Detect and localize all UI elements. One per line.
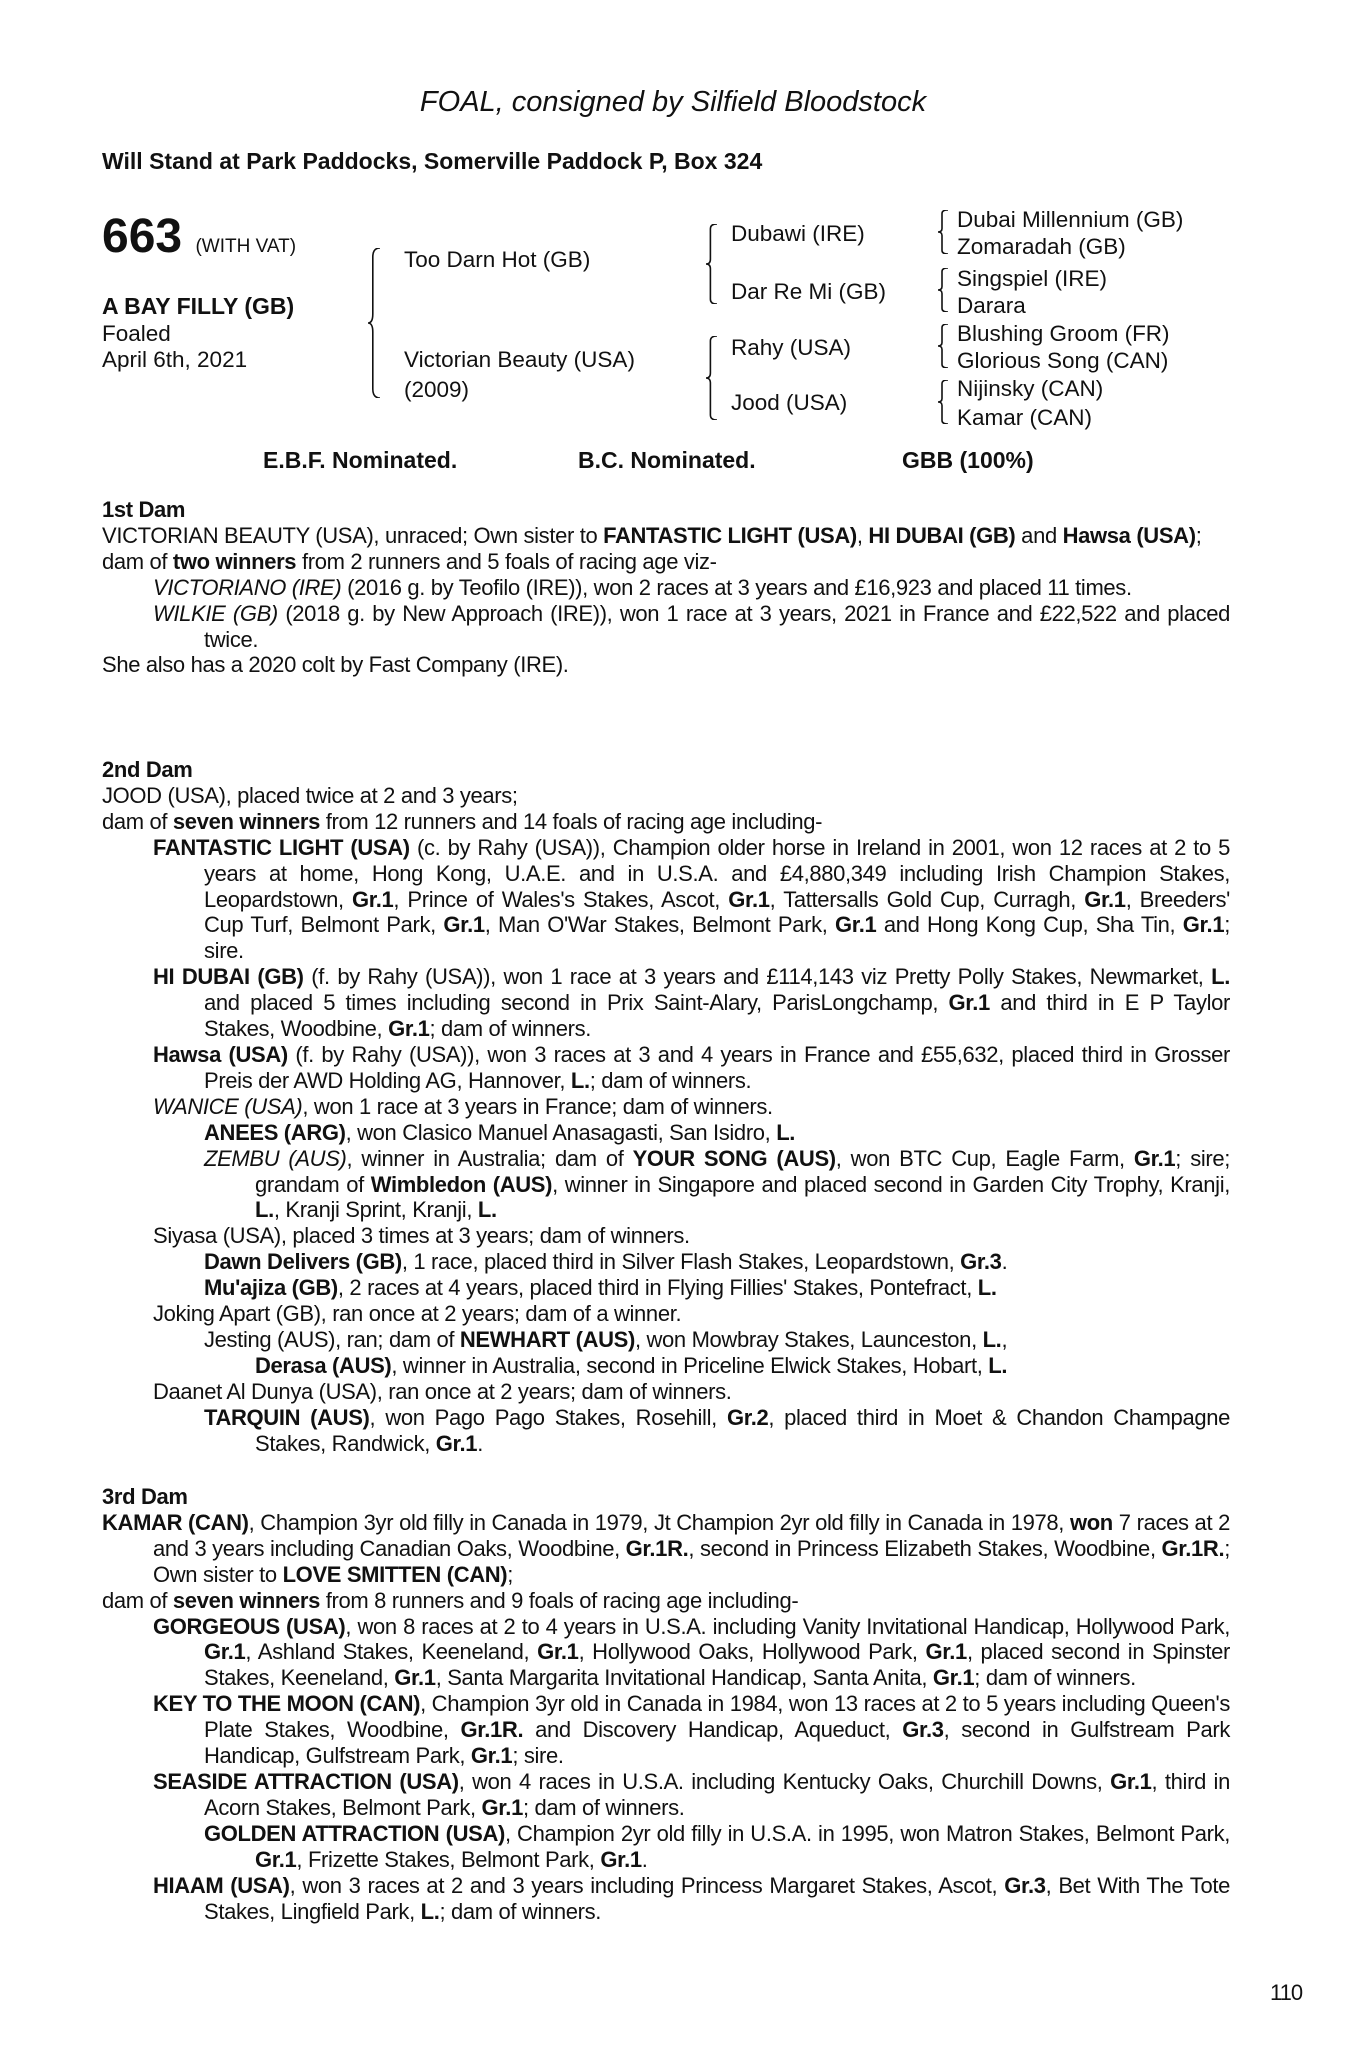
sire-sire: Dubawi (IRE): [731, 221, 865, 246]
dam-year: (2009): [404, 377, 470, 402]
text: (2018 g. by New Approach (IRE)), won 1 race at 3 years, 2021 in France and £22,522 and placed twice.: [204, 600, 1230, 652]
pedigree-brace: [368, 248, 380, 398]
bold-text: KEY TO THE MOON (CAN): [153, 1691, 421, 1717]
bold-text: Gr.3: [902, 1717, 944, 1743]
text: , second in Gulfstream Park Handicap, Gulfstream Park,: [204, 1717, 1230, 1769]
page-title: FOAL, consigned by Silfield Bloodstock: [419, 86, 927, 118]
bold-text: Gr.3: [1004, 1872, 1046, 1898]
text: , Kranji Sprint, Kranji,: [273, 1197, 478, 1223]
text: , won BTC Cup, Eagle Farm,: [835, 1145, 1134, 1171]
text: , won Mowbray Stakes, Launceston,: [634, 1326, 983, 1352]
text: Joking Apart (GB), ran once at 2 years; dam of a winner.: [153, 1301, 682, 1327]
pedigree-entry: [102, 1353, 1230, 1379]
bold-text: Hawsa (USA): [1062, 522, 1196, 548]
text: , Champion 2yr old filly in U.S.A. in 1995, won Matron Stakes, Belmont Park,: [505, 1820, 1231, 1846]
bold-text: L.: [988, 1352, 1008, 1378]
text: , Bet With The Tote Stakes, Lingfield Park,: [204, 1872, 1230, 1924]
section-heading: 3rd Dam: [102, 1484, 188, 1509]
bold-text: Gr.1: [1084, 886, 1126, 912]
text: She also has a 2020 colt by Fast Company (IRE).: [102, 652, 569, 678]
section-1st-dam: [102, 497, 1230, 678]
ancestor: Zomaradah (GB): [957, 234, 1126, 259]
bold-text: Wimbledon (AUS): [370, 1171, 553, 1197]
text: ,: [1001, 1326, 1008, 1352]
text: ; dam of winners.: [522, 1794, 685, 1820]
dam: Victorian Beauty (USA): [404, 347, 635, 372]
ebf-nomination: E.B.F. Nominated.: [263, 447, 458, 473]
text: 7 races at 2 and 3 years including Canadian Oaks, Woodbine,: [153, 1509, 1230, 1561]
stand-location: Will Stand at Park Paddocks, Somerville Paddock P, Box 324: [102, 148, 763, 174]
bold-text: Gr.1: [1133, 1145, 1176, 1171]
vat-label: (WITH VAT): [195, 236, 297, 257]
text: , won 8 races at 2 to 4 years in U.S.A. including Vanity Invitational Handicap, Hollywood Park,: [345, 1613, 1230, 1639]
section-heading: 2nd Dam: [102, 757, 193, 782]
section-2nd-dam: [102, 757, 1230, 1456]
bold-text: Gr.1: [470, 1743, 513, 1769]
bold-text: Gr.1: [255, 1846, 297, 1872]
text: , Hollywood Oaks, Hollywood Park,: [578, 1639, 926, 1665]
text: , Frizette Stakes, Belmont Park,: [296, 1846, 601, 1872]
text: , Breeders' Cup Turf, Belmont Park,: [204, 886, 1230, 938]
bold-text: Hawsa (USA): [153, 1041, 288, 1067]
bold-text: HI DUBAI (GB): [153, 964, 304, 990]
text: , third in Acorn Stakes, Belmont Park,: [204, 1768, 1230, 1820]
pedigree-entry: [102, 1301, 1230, 1327]
bold-text: Gr.1R.: [460, 1717, 524, 1743]
ancestor: Darara: [957, 293, 1026, 318]
pedigree-entry: [102, 1042, 1230, 1094]
bc-nomination: B.C. Nominated.: [578, 447, 756, 473]
pedigree-entry: [102, 1821, 1230, 1873]
bold-text: Dawn Delivers (GB): [204, 1249, 402, 1275]
pedigree-entry: [102, 1405, 1230, 1457]
pedigree-entry: [102, 575, 1230, 601]
text: ; sire.: [204, 912, 1230, 964]
pedigree-entry: [102, 783, 1230, 809]
page-number: 110: [1270, 1980, 1303, 2005]
bold-text: FANTASTIC LIGHT (USA): [153, 834, 410, 860]
bold-text: Derasa (AUS): [255, 1352, 392, 1378]
pedigree-entry: [102, 1094, 1230, 1120]
bold-text: Gr.1: [537, 1639, 579, 1665]
bold-text: Gr.1: [481, 1794, 523, 1820]
bold-text: Gr.1R.: [1161, 1535, 1225, 1561]
text: , Tattersalls Gold Cup, Curragh,: [769, 886, 1085, 912]
text: , won 3 races at 2 and 3 years including Princess Margaret Stakes, Ascot,: [289, 1872, 1005, 1898]
pedigree-entry: [102, 809, 1230, 835]
text: and placed 5 times including second in Prix Saint-Alary, ParisLongchamp,: [204, 990, 949, 1016]
text: , Ashland Stakes, Keeneland,: [245, 1639, 538, 1665]
bold-text: TARQUIN (AUS): [204, 1404, 370, 1430]
pedigree-brace: [706, 336, 717, 420]
bold-text: Gr.1: [728, 886, 770, 912]
text: , placed third in Moet & Chandon Champagne Stakes, Randwick,: [255, 1404, 1230, 1456]
italic-text: ZEMBU (AUS): [204, 1145, 347, 1171]
bold-text: HI DUBAI (GB): [868, 522, 1016, 548]
text: from 2 runners and 5 foals of racing age viz-: [296, 548, 717, 574]
bold-text: LOVE SMITTEN (CAN): [282, 1561, 508, 1587]
italic-text: WILKIE (GB): [153, 600, 278, 626]
text: ; sire; grandam of: [255, 1145, 1231, 1197]
text: and Discovery Handicap, Aqueduct,: [523, 1717, 903, 1743]
text: ,: [856, 522, 869, 548]
bold-text: SEASIDE ATTRACTION (USA): [153, 1768, 459, 1794]
text: , winner in Australia, second in Priceline Elwick Stakes, Hobart,: [391, 1352, 989, 1378]
text: , won Clasico Manuel Anasagasti, San Isidro,: [345, 1119, 777, 1145]
bold-text: L.: [776, 1119, 796, 1145]
text: ; Own sister to: [153, 1535, 1230, 1587]
text: , Man O'War Stakes, Belmont Park,: [484, 912, 835, 938]
lot-number-value: 663: [102, 210, 183, 263]
bold-text: ANEES (ARG): [204, 1119, 346, 1145]
text: , won 4 races in U.S.A. including Kentucky Oaks, Churchill Downs,: [458, 1768, 1111, 1794]
text: , Champion 3yr old in Canada in 1984, won 13 races at 2 to 5 years including Queen's Plate Stakes, Woodbine,: [204, 1691, 1230, 1743]
bold-text: won: [1069, 1509, 1113, 1535]
text: from 12 runners and 14 foals of racing age including-: [320, 808, 823, 834]
text: from 8 runners and 9 foals of racing age including-: [320, 1587, 799, 1613]
text: ;: [507, 1561, 514, 1587]
pedigree-entry: [102, 1691, 1230, 1769]
pedigree-entry: [102, 1120, 1230, 1146]
text: ; sire.: [512, 1743, 564, 1769]
italic-text: WANICE (USA): [153, 1093, 303, 1119]
pedigree-brace: [938, 324, 948, 368]
pedigree-entry: [102, 1873, 1230, 1925]
pedigree-entry: [102, 1588, 1230, 1614]
text: .: [477, 1430, 483, 1456]
bold-text: Mu'ajiza (GB): [204, 1275, 338, 1301]
bold-text: L.: [570, 1067, 590, 1093]
text: and third in E P Taylor Stakes, Woodbine,: [204, 990, 1230, 1042]
pedigree-entry: [102, 1379, 1230, 1405]
text: , won Pago Pago Stakes, Rosehill,: [369, 1404, 727, 1430]
bold-text: HIAAM (USA): [153, 1872, 290, 1898]
lot-name: A BAY FILLY (GB): [102, 293, 295, 319]
section-heading: 1st Dam: [102, 497, 186, 522]
text: , Santa Margarita Invitational Handicap, Santa Anita,: [435, 1665, 933, 1691]
text: ;: [1195, 522, 1202, 548]
text: dam of: [102, 548, 173, 574]
bold-text: L.: [477, 1197, 497, 1223]
text: , won 1 race at 3 years in France; dam of winners.: [302, 1093, 773, 1119]
text: , Prince of Wales's Stakes, Ascot,: [393, 886, 729, 912]
bold-text: Gr.1: [352, 886, 394, 912]
text: Jesting (AUS), ran; dam of: [204, 1326, 460, 1352]
italic-text: VICTORIANO (IRE): [153, 574, 342, 600]
bold-text: Gr.1: [1110, 1768, 1152, 1794]
section-3rd-dam: [102, 1484, 1230, 1924]
pedigree-entry: [102, 835, 1230, 965]
ancestor: Glorious Song (CAN): [957, 348, 1169, 373]
bold-text: GOLDEN ATTRACTION (USA): [204, 1820, 505, 1846]
ancestor: Dubai Millennium (GB): [957, 207, 1184, 232]
pedigree-entry: [102, 1249, 1230, 1275]
bold-text: Gr.3: [960, 1249, 1002, 1275]
pedigree-entry: [102, 523, 1230, 549]
text: , winner in Australia; dam of: [346, 1145, 633, 1171]
bold-text: Gr.1: [394, 1665, 436, 1691]
pedigree-entry: [102, 1146, 1230, 1224]
bold-text: Gr.1: [1182, 912, 1225, 938]
text: , second in Princess Elizabeth Stakes, Woodbine,: [688, 1535, 1162, 1561]
bold-text: Gr.1: [388, 1016, 430, 1042]
bold-text: L.: [255, 1197, 274, 1223]
bold-text: YOUR SONG (AUS): [632, 1145, 836, 1171]
bold-text: KAMAR (CAN): [102, 1509, 249, 1535]
gbb-status: GBB (100%): [902, 447, 1034, 473]
pedigree-entry: [102, 1223, 1230, 1249]
text: ; dam of winners.: [974, 1665, 1136, 1691]
text: ; dam of winners.: [439, 1898, 602, 1924]
bold-text: Gr.1: [435, 1430, 478, 1456]
bold-text: L.: [977, 1275, 997, 1301]
bold-text: Gr.2: [726, 1404, 769, 1430]
text: dam of: [102, 1587, 173, 1613]
bold-text: Gr.1: [834, 912, 877, 938]
bold-text: seven winners: [172, 808, 320, 834]
text: JOOD (USA), placed twice at 2 and 3 years;: [102, 782, 518, 808]
ancestor: Singspiel (IRE): [957, 266, 1108, 291]
text: dam of: [102, 808, 173, 834]
bold-text: Gr.1: [443, 912, 485, 938]
pedigree-brace: [938, 380, 948, 424]
pedigree-entry: [102, 1327, 1230, 1353]
bold-text: L.: [982, 1326, 1002, 1352]
bold-text: two winners: [172, 548, 297, 574]
text: (2016 g. by Teofilo (IRE)), won 2 races at 3 years and £16,923 and placed 11 times.: [341, 574, 1132, 600]
sire-dam: Dar Re Mi (GB): [731, 279, 887, 304]
foaled-label: Foaled: [102, 321, 171, 346]
bold-text: Gr.1: [948, 990, 990, 1016]
bold-text: Gr.1: [925, 1639, 967, 1665]
pedigree-entry: [102, 964, 1230, 1042]
pedigree-entry: [102, 1275, 1230, 1301]
foaled-date: April 6th, 2021: [102, 347, 248, 372]
pedigree-entry: [102, 652, 1230, 678]
ancestor: Blushing Groom (FR): [957, 321, 1170, 346]
text: and: [1015, 522, 1063, 548]
text: .: [641, 1846, 648, 1872]
text: , placed second in Spinster Stakes, Keeneland,: [204, 1639, 1230, 1691]
pedigree-brace: [706, 224, 717, 304]
sire: Too Darn Hot (GB): [404, 247, 591, 272]
text: , 1 race, placed third in Silver Flash Stakes, Leopardstown,: [401, 1249, 961, 1275]
text: (c. by Rahy (USA)), Champion older horse in Ireland in 2001, won 12 races at 2 to 5 years at home, Hong Kong, U.A.E. and in U.S.A. and £4,880,349 including Irish Champion Stakes, Leopardstown,: [204, 834, 1230, 912]
pedigree-entry: [102, 549, 1230, 575]
pedigree-brace: [938, 210, 948, 254]
bold-text: Gr.1R.: [625, 1535, 689, 1561]
lot-number: [102, 210, 297, 263]
text: , winner in Singapore and placed second in Garden City Trophy, Kranji,: [552, 1171, 1230, 1197]
text: and Hong Kong Cup, Sha Tin,: [876, 912, 1183, 938]
bold-text: L.: [420, 1898, 440, 1924]
bold-text: NEWHART (AUS): [459, 1326, 635, 1352]
bold-text: seven winners: [172, 1587, 320, 1613]
text: ; dam of winners.: [429, 1016, 592, 1042]
ancestor: Nijinsky (CAN): [957, 376, 1104, 401]
bold-text: Gr.1: [600, 1846, 642, 1872]
pedigree-entry: [102, 601, 1230, 653]
pedigree-entry: [102, 1614, 1230, 1692]
bold-text: Gr.1: [932, 1665, 975, 1691]
dam-sire: Rahy (USA): [731, 335, 852, 360]
text: (f. by Rahy (USA)), won 1 race at 3 years and £114,143 viz Pretty Polly Stakes, Newmarket,: [303, 964, 1212, 990]
text: VICTORIAN BEAUTY (USA), unraced; Own sister to: [102, 522, 604, 548]
text: .: [1001, 1249, 1008, 1275]
text: (f. by Rahy (USA)), won 3 races at 3 and 4 years in France and £55,632, placed third in Grosser Preis der AWD Holding AG, Hannover,: [204, 1041, 1230, 1093]
bold-text: L.: [1211, 964, 1230, 990]
text: , 2 races at 4 years, placed third in Flying Fillies' Stakes, Pontefract,: [337, 1275, 978, 1301]
bold-text: FANTASTIC LIGHT (USA): [603, 522, 857, 548]
ancestor: Kamar (CAN): [957, 405, 1093, 430]
text: Daanet Al Dunya (USA), ran once at 2 years; dam of winners.: [153, 1378, 732, 1404]
pedigree-entry: [102, 1769, 1230, 1821]
bold-text: Gr.1: [204, 1639, 246, 1665]
pedigree-brace: [938, 268, 948, 312]
text: Siyasa (USA), placed 3 times at 3 years; dam of winners.: [153, 1223, 690, 1249]
pedigree-entry: [102, 1510, 1230, 1588]
text: ; dam of winners.: [589, 1067, 752, 1093]
text: , Champion 3yr old filly in Canada in 1979, Jt Champion 2yr old filly in Canada in 1978,: [248, 1509, 1070, 1535]
dam-dam: Jood (USA): [731, 390, 848, 415]
bold-text: GORGEOUS (USA): [153, 1613, 346, 1639]
